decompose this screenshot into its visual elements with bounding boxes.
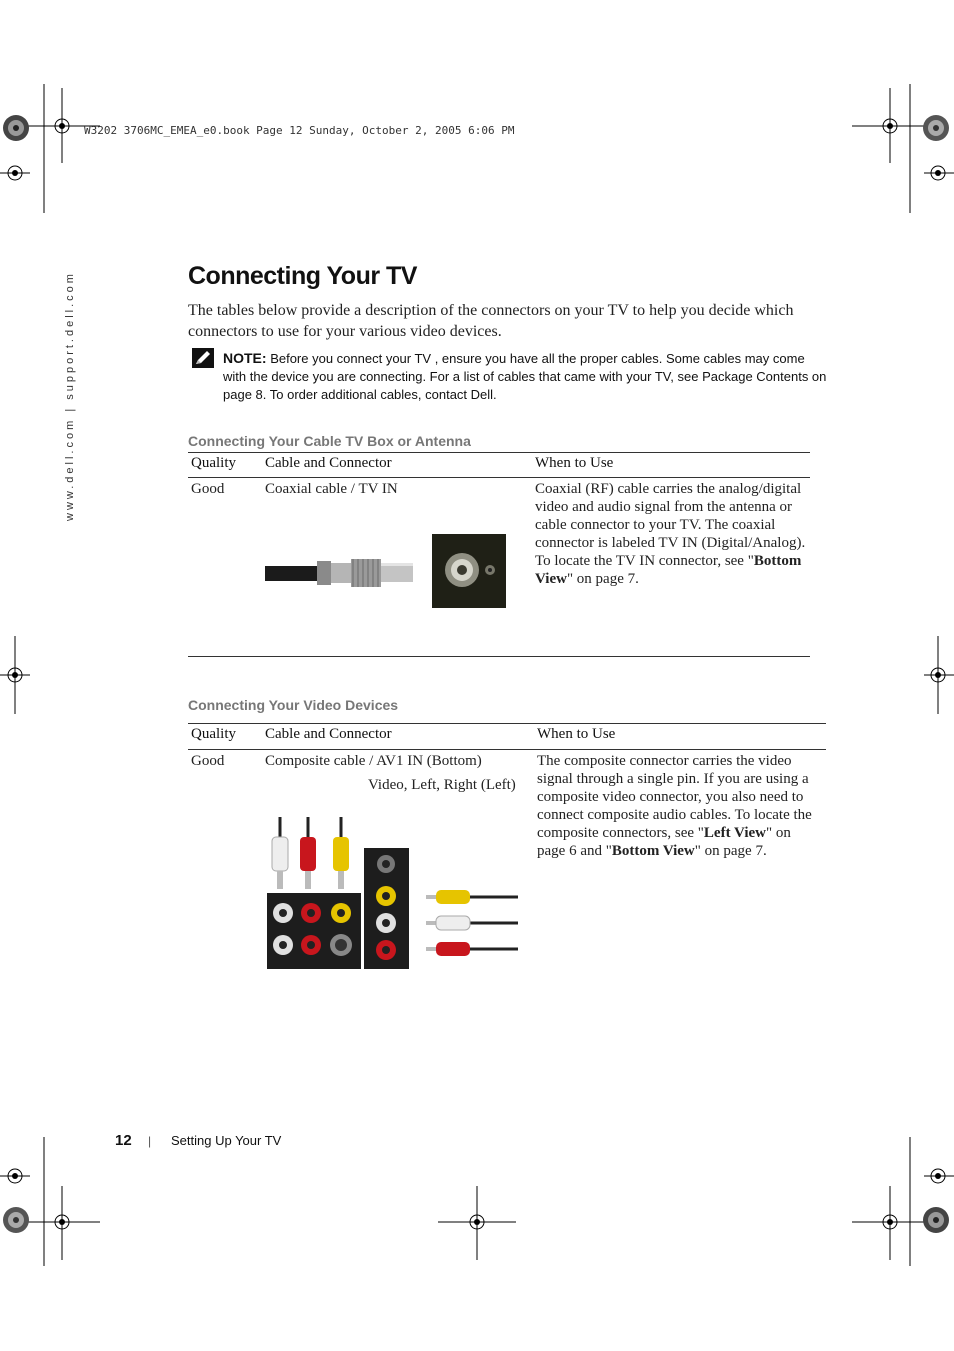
book-header: W3202 3706MC_EMEA_e0.book Page 12 Sunday, October 2, 2005 6:06 PM (84, 124, 515, 137)
av-panel-image (267, 893, 361, 969)
side-panel-image (364, 848, 409, 969)
when-to-use-cell: Coaxial (RF) cable carries the analog/digital video and audio signal from the antenna or cable connector to your TV. The coaxial connector is labeled TV IN (Digital/Analog). To locate the TV IN connector, see "Bottom View" on page 7. (535, 481, 806, 587)
rca-plugs-image (266, 817, 362, 892)
pencil-note-icon (192, 348, 214, 368)
table-rule (188, 749, 826, 750)
cable-cell: Composite cable / AV1 IN (Bottom) (265, 753, 482, 769)
note-label: NOTE: (223, 350, 267, 366)
page-number: 12 (115, 1132, 132, 1149)
footer-section: Setting Up Your TV (171, 1133, 282, 1148)
coaxial-cable-image (265, 550, 417, 612)
column-header-when: When to Use (537, 726, 616, 742)
table-rule (188, 723, 826, 724)
column-header-quality: Quality (191, 455, 236, 471)
intro-paragraph: The tables below provide a description of the connectors on your TV to help you decide which connectors to use for your various video devices. (188, 302, 794, 340)
table-rule (188, 477, 810, 478)
column-header-cable: Cable and Connector (265, 455, 392, 471)
note-text: Before you connect your TV , ensure you have all the proper cables. Some cables may come with the device you are connecting. For a list of cables that came with your TV, see Package Contents on page 8. To order additional cables, contact Dell. (223, 351, 827, 402)
tv-in-connector-image (432, 534, 506, 608)
sidebar-url: www.dell.com | support.dell.com (64, 271, 76, 521)
page-title: Connecting Your TV (188, 262, 417, 290)
column-header-when: When to Use (535, 455, 614, 471)
cable-cell-detail: Video, Left, Right (Left) (368, 777, 516, 793)
table-rule (188, 452, 810, 453)
column-header-quality: Quality (191, 726, 236, 742)
table-rule (188, 656, 810, 657)
note-block (223, 349, 828, 404)
footer-separator: | (148, 1134, 152, 1148)
section-heading-antenna: Connecting Your Cable TV Box or Antenna (188, 433, 471, 449)
quality-cell: Good (191, 753, 225, 769)
column-header-cable: Cable and Connector (265, 726, 392, 742)
section-heading-video: Connecting Your Video Devices (188, 697, 399, 713)
quality-cell: Good (191, 481, 225, 497)
rca-cables-image (426, 885, 518, 965)
when-to-use-cell: The composite connector carries the video signal through a single pin. If you are using a composite video connector, you also need to connect composite audio cables. To locate the composite connectors, see "Left View" on page 6 and "Bottom View" on page 7. (537, 753, 812, 859)
cable-cell: Coaxial cable / TV IN (265, 481, 398, 497)
